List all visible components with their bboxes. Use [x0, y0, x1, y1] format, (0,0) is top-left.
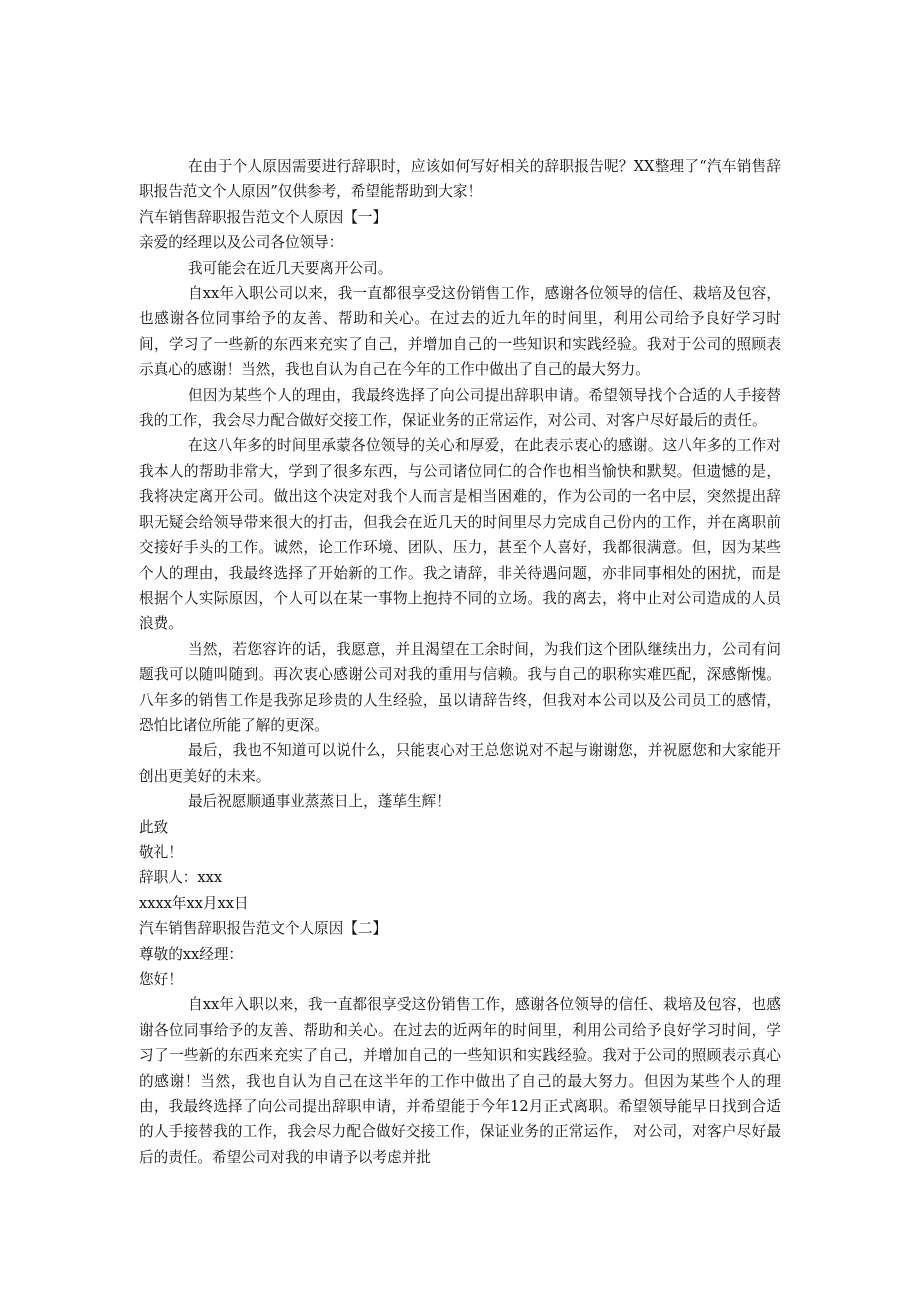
document-body — [139, 154, 781, 1170]
letter1-date: xxxx年xx月xx日 — [139, 894, 249, 912]
letter1-paragraph-7: 最后祝愿顺通事业蒸蒸日上，蓬荜生辉！ — [188, 793, 451, 811]
letter2-title: 汽车销售辞职报告范文个人原因【二】 — [139, 920, 388, 938]
letter1-paragraph-6: 最后，我也不知道可以说什么，只能衷心对王总您说对不起与谢谢您，并祝愿您和大家能开创出更美好的未来。 — [139, 742, 781, 785]
intro-paragraph: 在由于个人原因需要进行辞职时，应该如何写好相关的辞职报告呢？XX整理了“汽车销售辞职报告范文个人原因”仅供参考，希望能帮助到大家！ — [139, 158, 781, 201]
letter2-greeting: 您好！ — [139, 971, 183, 988]
letter2-paragraph-1: 自xx年入职以来，我一直都很享受这份销售工作，感谢各位领导的信任、栽培及包容，也感谢各位同事给予的友善、帮助和关心。在过去的近两年的时间里，利用公司给予良好学习时间，学习了一些新的东西来充实了自己，并增加自己的一些知识和实践经验。我对于公司的照顾表示真心的感谢！当然，我也自认为自己在这半年的工作中做出了自己的最大努力。但因为某些个人的理由，我最终选择了向公司提出辞职申请，并希望能于今年12月正式离职。希望领导能早日找到合适的人手接替我的工作，我会尽力配合做好交接工作，保证业务的正常运作， 对公司，对客户尽好最后的责任。希望公司对我的申请予以考虑并批 — [139, 996, 781, 1166]
letter1-paragraph-4: 在这八年多的时间里承蒙各位领导的关心和厚爱，在此表示衷心的感谢。这八年多的工作对我本人的帮助非常大，学到了很多东西，与公司诸位同仁的合作也相当愉快和默契。但遗憾的是，我将决定离开公司。做出这个决定对我个人而言是相当困难的，作为公司的一名中层，突然提出辞职无疑会给领导带来很大的打击，但我会在近几天的时间里尽力完成自己份内的工作，并在离职前交接好手头的工作。诚然，论工作环境、团队、压力，甚至个人喜好，我都很满意。但，因为某些个人的理由，我最终选择了开始新的工作。我之请辞，非关待遇问题，亦非同事相处的困扰，而是根据个人实际原因，个人可以在某一事物上抱持不同的立场。我的离去，将中止对公司造成的人员浪费。 — [139, 437, 781, 633]
letter1-salutation: 亲爱的经理以及公司各位领导： — [139, 234, 344, 252]
letter1-closing-2: 敬礼！ — [139, 843, 183, 861]
letter1-signature: 辞职人：xxx — [139, 869, 223, 887]
letter1-title: 汽车销售辞职报告范文个人原因【一】 — [139, 208, 388, 226]
letter1-paragraph-2: 自xx年入职公司以来，我一直都很享受这份销售工作，感谢各位领导的信任、栽培及包容，也感谢各位同事给予的友善、帮助和关心。在过去的近九年的时间里，利用公司给予良好学习时间，学习了一些新的东西来充实了自己，并增加自己的一些知识和实践经验。我对于公司的照顾表示真心的感谢！当然，我也自认为自己在今年的工作中做出了自己的最大努力。 — [139, 285, 781, 379]
letter2-salutation: 尊敬的xx经理： — [139, 945, 244, 963]
letter1-paragraph-5: 当然，若您容许的话，我愿意，并且渴望在工余时间，为我们这个团队继续出力，公司有问题我可以随叫随到。再次衷心感谢公司对我的重用与信赖。我与自己的职称实难匹配，深感惭愧。八年多的销售工作是我弥足珍贵的人生经验，虽以请辞告终，但我对本公司以及公司员工的感情，恐怕比诸位所能了解的更深。 — [139, 640, 781, 734]
letter1-paragraph-1: 我可能会在近几天要离开公司。 — [188, 259, 393, 277]
letter1-paragraph-3: 但因为某些个人的理由，我最终选择了向公司提出辞职申请。希望领导找个合适的人手接替我的工作，我会尽力配合做好交接工作，保证业务的正常运作，对公司、对客户尽好最后的责任。 — [139, 386, 781, 430]
letter1-closing-1: 此致 — [139, 818, 169, 836]
